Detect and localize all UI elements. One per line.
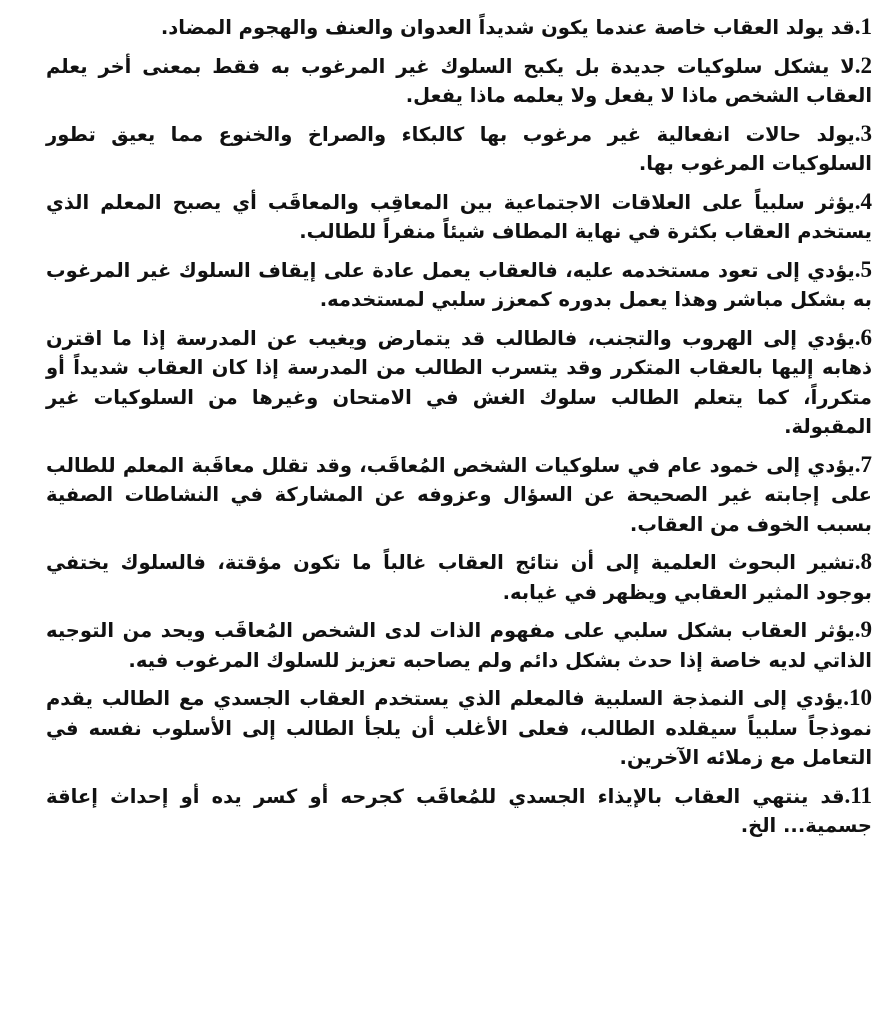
list-item-6	[46, 323, 872, 442]
item-text: تشير البحوث العلمية إلى أن نتائج العقاب غالباً ما تكون مؤقتة، فالسلوك يختفي بوجود المثير العقابي ويظهر في غيابه.	[46, 551, 872, 604]
item-number: 9.	[854, 617, 872, 642]
item-text: يؤثر العقاب بشكل سلبي على مفهوم الذات لدى الشخص المُعاقَب ويحد من التوجيه الذاتي لديه خاصة إذا حدث بشكل دائم ولم يصاحبه تعزيز للسلوك المرغوب فيه.	[46, 619, 872, 672]
item-number: 5.	[854, 256, 872, 282]
item-text: لا يشكل سلوكيات جديدة بل يكبح السلوك غير المرغوب به فقط بمعنى أخر يعلم العقاب الشخص ماذا لا يفعل ولا يعلمه ماذا يفعل.	[46, 54, 872, 107]
item-text: يولد حالات انفعالية غير مرغوب بها كالبكاء والصراخ والخنوع مما يعيق تطور السلوكيات المرغوب بها.	[46, 122, 872, 175]
item-text: يؤثر سلبياً على العلاقات الاجتماعية بين المعاقِب والمعاقَب أي يصبح المعلم الذي يستخدم العقاب بكثرة في نهاية المطاف شيئاً منفراً للطالب.	[46, 190, 872, 243]
item-number: 6.	[854, 324, 872, 350]
item-text: قد يولد العقاب خاصة عندما يكون شديداً العدوان والعنف والهجوم المضاد.	[160, 16, 855, 39]
item-text: يؤدي إلى خمود عام في سلوكيات الشخص المُعاقَب، وقد تقلل معاقَبة المعلم للطالب على إجابته غير الصحيحة عن السؤال وعزوفه عن المشاركة في النشاطات الصفية بسبب الخوف من العقاب.	[46, 453, 872, 536]
item-number: 8.	[854, 549, 872, 574]
item-number: 10.	[843, 685, 872, 710]
list-item-10	[46, 683, 872, 773]
list-item-11	[46, 781, 872, 841]
item-text: يؤدي إلى الهروب والتجنب، فالطالب قد يتمارض ويغيب عن المدرسة إذا ما اقترن ذهابه إليها بالعقاب المتكرر وقد يتسرب الطالب من المدرسة إذا كان العقاب شديداً أو متكرراً، كما يتعلم الطالب سلوك الغش في الامتحان وغيرها من السلوكيات غير المقبولة.	[46, 326, 872, 438]
item-text: يؤدي إلى تعود مستخدمه عليه، فالعقاب يعمل عادة على إيقاف السلوك غير المرغوب به بشكل مباشر وهذا يعمل بدوره كمعزز سلبي لمستخدمه.	[46, 258, 872, 311]
item-number: 7.	[854, 451, 872, 477]
item-text: يؤدي إلى النمذجة السلبية فالمعلم الذي يستخدم العقاب الجسدي مع الطالب يقدم نموذجاً سلبياً سيقلده الطالب، فعلى الأغلب أن يلجأ الطالب إلى الأسلوب نفسه في التعامل مع زملائه الآخرين.	[46, 687, 872, 769]
item-number: 1.	[854, 14, 872, 39]
item-number: 2.	[854, 52, 872, 78]
list-item-3	[46, 119, 872, 179]
list-item-2	[46, 51, 872, 111]
list-item-5	[46, 255, 872, 315]
document-body	[46, 12, 872, 849]
item-text: قد ينتهي العقاب بالإيذاء الجسدي للمُعاقَب كجرحه أو كسر يده أو إحداث إعاقة جسمية... الخ.	[46, 784, 872, 837]
list-item-1	[46, 12, 872, 43]
list-item-8	[46, 547, 872, 607]
list-item-7	[46, 450, 872, 540]
item-number: 4.	[854, 188, 872, 214]
list-item-9	[46, 615, 872, 675]
item-number: 11.	[844, 782, 872, 808]
item-number: 3.	[854, 120, 872, 146]
list-item-4	[46, 187, 872, 247]
